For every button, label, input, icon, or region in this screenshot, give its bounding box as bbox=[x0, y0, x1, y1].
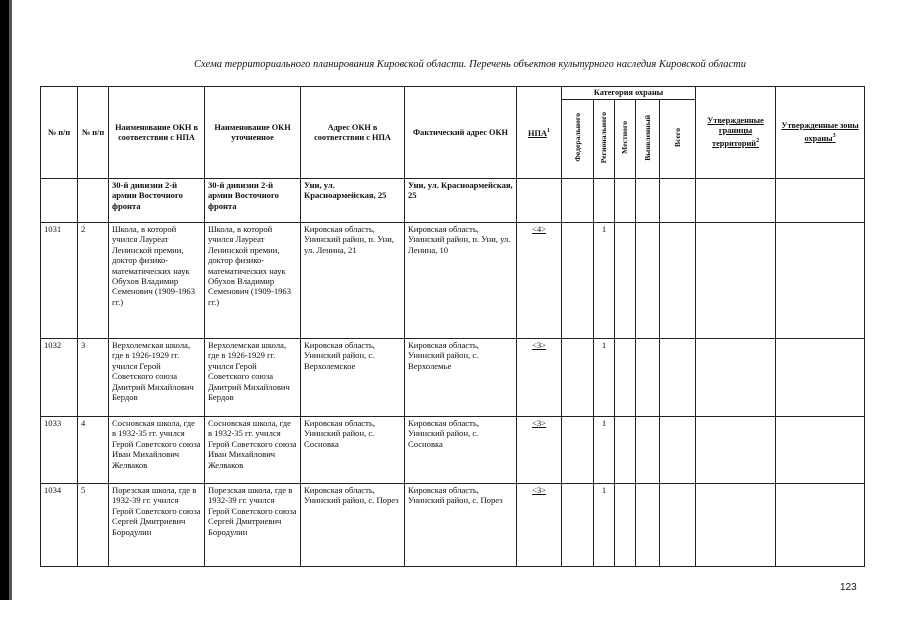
header-num: № п/п bbox=[41, 87, 78, 179]
header-cat-local bbox=[615, 100, 636, 179]
cell-zones bbox=[776, 223, 865, 339]
cell-address-actual: Кировская область, Унинский район, п. Уни, ул. Ленина, 10 bbox=[405, 223, 517, 339]
cell-borders bbox=[696, 223, 776, 339]
document-title: Схема территориального планирования Кировской области. Перечень объектов культурного наследия Кировской области bbox=[194, 59, 746, 70]
cell-federal bbox=[562, 484, 594, 567]
cell-address-actual: Кировская область, Унинский район, с. Сосновка bbox=[405, 417, 517, 484]
cell-address-npa: Кировская область, Унинский район, с. Верхолемское bbox=[301, 339, 405, 417]
cell-identified bbox=[636, 339, 660, 417]
cell-name-refined: Сосновская школа, где в 1932-35 гг. учился Герой Советского союза Иван Михайлович Желваков bbox=[205, 417, 301, 484]
header-cat-identified bbox=[636, 100, 660, 179]
cell-total bbox=[660, 417, 696, 484]
cell-borders bbox=[696, 417, 776, 484]
cell-local bbox=[615, 417, 636, 484]
cell-total bbox=[660, 339, 696, 417]
cell-name-refined: Школа, в которой учился Лауреат Ленинской премии, доктор физико-математических наук Обухов Владимир Семенович (1909-1963 гг.) bbox=[205, 223, 301, 339]
cell-npa: <3> bbox=[517, 339, 562, 417]
cell-federal bbox=[562, 179, 594, 223]
cell-name-npa: 30-й дивизии 2-й армии Восточного фронта bbox=[109, 179, 205, 223]
header-approved-zones-label: Утвержденные зоны охраны bbox=[781, 121, 859, 143]
header-npa-footnote: 1 bbox=[546, 128, 550, 135]
cell-address-actual: Кировская область, Унинский район, с. Порез bbox=[405, 484, 517, 567]
page-number: 123 bbox=[840, 582, 857, 593]
cell-name-refined: Верхолемская школа, где в 1926-1929 гг. учился Герой Советского союза Дмитрий Михайлович Бердов bbox=[205, 339, 301, 417]
cell-identified bbox=[636, 179, 660, 223]
header-cat-federal-label: Федерального bbox=[572, 113, 582, 162]
cell-address-npa: Кировская область, Унинский район, п. Уни, ул. Ленина, 21 bbox=[301, 223, 405, 339]
table-row bbox=[41, 179, 865, 223]
header-cat-identified-label: Выявленный bbox=[642, 114, 652, 161]
header-cat-regional bbox=[594, 100, 615, 179]
cell-address-npa: Кировская область, Унинский район, с. Порез bbox=[301, 484, 405, 567]
cell-local bbox=[615, 339, 636, 417]
header-approved-borders-footnote: 2 bbox=[756, 138, 760, 145]
header-cat-total bbox=[660, 100, 696, 179]
cell-npa: <4> bbox=[517, 223, 562, 339]
cell-num2: 4 bbox=[78, 417, 109, 484]
heritage-table bbox=[40, 86, 865, 567]
cell-identified bbox=[636, 484, 660, 567]
cell-local bbox=[615, 223, 636, 339]
cell-name-npa: Сосновская школа, где в 1932-35 гг. учился Герой Советского союза Иван Михайлович Желваков bbox=[109, 417, 205, 484]
cell-borders bbox=[696, 339, 776, 417]
cell-regional: 1 bbox=[594, 339, 615, 417]
cell-address-actual: Кировская область, Унинский район, с. Верхолемье bbox=[405, 339, 517, 417]
header-npa-label: НПА bbox=[528, 128, 547, 138]
cell-zones bbox=[776, 417, 865, 484]
cell-total bbox=[660, 179, 696, 223]
cell-address-npa: Уни, ул. Красноармейская, 25 bbox=[301, 179, 405, 223]
table-row bbox=[41, 417, 865, 484]
cell-regional bbox=[594, 179, 615, 223]
cell-regional: 1 bbox=[594, 417, 615, 484]
cell-name-npa: Школа, в которой учился Лауреат Ленинской премии, доктор физико-математических наук Обухов Владимир Семенович (1909-1963 гг.) bbox=[109, 223, 205, 339]
header-category: Категория охраны bbox=[562, 87, 696, 100]
cell-borders bbox=[696, 179, 776, 223]
cell-name-npa: Верхолемская школа, где в 1926-1929 гг. учился Герой Советского союза Дмитрий Михайлович Бердов bbox=[109, 339, 205, 417]
cell-zones bbox=[776, 179, 865, 223]
header-name-npa: Наименование ОКН в соответствии с НПА bbox=[109, 87, 205, 179]
cell-total bbox=[660, 223, 696, 339]
cell-npa: <3> bbox=[517, 484, 562, 567]
cell-num2: 5 bbox=[78, 484, 109, 567]
scan-edge-shadow bbox=[9, 0, 12, 600]
cell-npa bbox=[517, 179, 562, 223]
cell-name-refined: 30-й дивизии 2-й армии Восточного фронта bbox=[205, 179, 301, 223]
header-cat-regional-label: Регионального bbox=[599, 111, 608, 164]
scan-edge bbox=[0, 0, 9, 600]
cell-num: 1034 bbox=[41, 484, 78, 567]
header-cat-total-label: Всего bbox=[672, 128, 682, 147]
header-address-npa: Адрес ОКН в соответствии с НПА bbox=[301, 87, 405, 179]
cell-identified bbox=[636, 223, 660, 339]
cell-address-actual: Уни, ул. Красноармейская, 25 bbox=[405, 179, 517, 223]
header-cat-federal bbox=[562, 100, 594, 179]
header-approved-zones-footnote: 3 bbox=[832, 133, 836, 140]
table-row bbox=[41, 339, 865, 417]
header-approved-zones bbox=[776, 87, 865, 179]
cell-num: 1033 bbox=[41, 417, 78, 484]
cell-zones bbox=[776, 484, 865, 567]
table-row bbox=[41, 223, 865, 339]
cell-total bbox=[660, 484, 696, 567]
cell-name-npa: Порезская школа, где в 1932-39 гг. учился Герой Советского союза Сергей Дмитриевич Бородулин bbox=[109, 484, 205, 567]
cell-federal bbox=[562, 417, 594, 484]
cell-num bbox=[41, 179, 78, 223]
cell-local bbox=[615, 179, 636, 223]
cell-regional: 1 bbox=[594, 223, 615, 339]
header-num2: № п/п bbox=[78, 87, 109, 179]
cell-num2: 2 bbox=[78, 223, 109, 339]
cell-identified bbox=[636, 417, 660, 484]
cell-address-npa: Кировская область, Унинский район, с. Сосновка bbox=[301, 417, 405, 484]
cell-num2 bbox=[78, 179, 109, 223]
cell-num: 1031 bbox=[41, 223, 78, 339]
cell-federal bbox=[562, 339, 594, 417]
cell-zones bbox=[776, 339, 865, 417]
header-approved-borders-label: Утвержденные границы территорий bbox=[707, 116, 764, 148]
cell-local bbox=[615, 484, 636, 567]
cell-name-refined: Порезская школа, где в 1932-39 гг. учился Герой Советского союза Сергей Дмитриевич Бородулин bbox=[205, 484, 301, 567]
header-npa bbox=[517, 87, 562, 179]
cell-num: 1032 bbox=[41, 339, 78, 417]
cell-npa: <3> bbox=[517, 417, 562, 484]
header-name-refined: Наименование ОКН уточненное bbox=[205, 87, 301, 179]
cell-regional: 1 bbox=[594, 484, 615, 567]
cell-federal bbox=[562, 223, 594, 339]
table-row bbox=[41, 484, 865, 567]
cell-borders bbox=[696, 484, 776, 567]
header-address-actual: Фактический адрес ОКН bbox=[405, 87, 517, 179]
cell-num2: 3 bbox=[78, 339, 109, 417]
header-cat-local-label: Местного bbox=[620, 121, 629, 154]
header-approved-borders bbox=[696, 87, 776, 179]
